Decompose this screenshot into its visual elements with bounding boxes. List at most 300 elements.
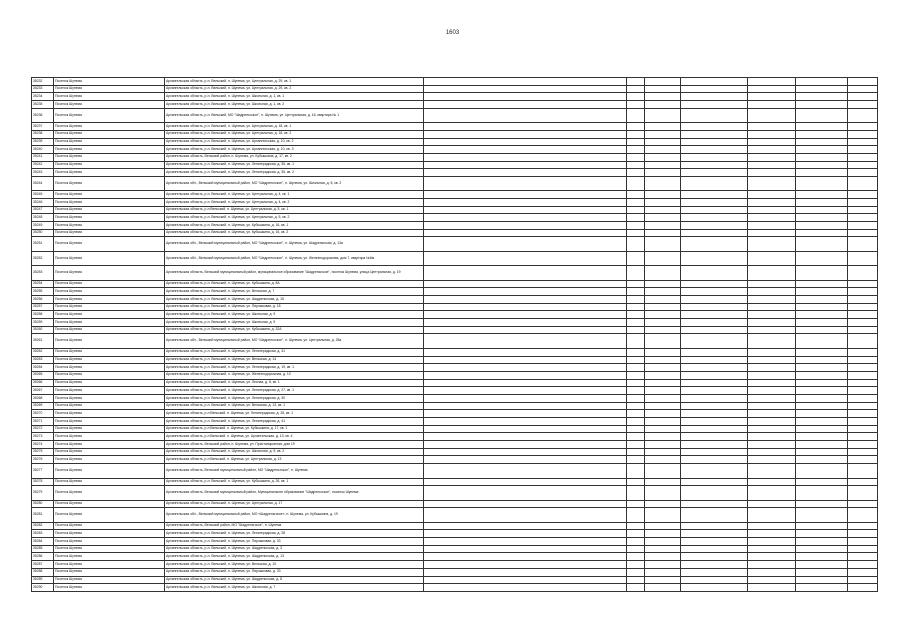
empty-cell [848, 199, 878, 207]
empty-cell [848, 153, 878, 161]
empty-cell [848, 425, 878, 433]
object-type-cell [748, 169, 796, 177]
empty-cell [848, 311, 878, 319]
row-number-cell: 35268 [32, 394, 54, 402]
short-address-cell [424, 500, 627, 508]
value-cell [796, 123, 848, 131]
empty-cell [848, 410, 878, 418]
address-cell: Архангельская область, р-н. Вельский, п. Шунема, ул. Центральная, д. 5, кв. 2 [165, 214, 424, 222]
table-row [32, 153, 878, 161]
category-code-cell [627, 266, 645, 280]
cadastral-number-cell [681, 584, 748, 592]
row-number-cell: 35283 [32, 530, 54, 538]
empty-cell [848, 138, 878, 146]
empty-cell [848, 78, 878, 86]
cadastral-number-cell [681, 448, 748, 456]
address-cell: Архангельская область, р-н. Вельский, п. Шунема, ул. Архангельская, д. 10, кв. 2 [165, 138, 424, 146]
value-cell [796, 441, 848, 449]
address-cell: Архангельская область, р-н. Вельский, п. Шунема, ул. Шадреньгская, д. 13 [165, 553, 424, 561]
table-row [32, 123, 878, 131]
short-address-cell [424, 576, 627, 584]
okof-code-cell [645, 161, 681, 169]
settlement-cell: Поселок Шунема [54, 78, 165, 86]
row-number-cell: 35246 [32, 199, 54, 207]
table-row [32, 319, 878, 327]
object-type-cell [748, 500, 796, 508]
value-cell [796, 553, 848, 561]
okof-code-cell [645, 153, 681, 161]
table-row [32, 576, 878, 584]
short-address-cell [424, 538, 627, 546]
value-cell [796, 334, 848, 348]
empty-cell [848, 206, 878, 214]
row-number-cell: 35288 [32, 568, 54, 576]
category-code-cell [627, 153, 645, 161]
value-cell [796, 464, 848, 478]
table-row [32, 410, 878, 418]
empty-cell [848, 576, 878, 584]
cadastral-number-cell [681, 138, 748, 146]
row-number-cell: 35287 [32, 561, 54, 569]
okof-code-cell [645, 319, 681, 327]
row-number-cell: 35266 [32, 379, 54, 387]
object-type-cell [748, 410, 796, 418]
settlement-cell: Поселок Шунема [54, 303, 165, 311]
value-cell [796, 85, 848, 93]
okof-code-cell [645, 237, 681, 251]
table-row [32, 402, 878, 410]
short-address-cell [424, 545, 627, 553]
object-type-cell [748, 303, 796, 311]
cadastral-number-cell [681, 288, 748, 296]
cadastral-number-cell [681, 364, 748, 372]
settlement-cell: Поселок Шунема [54, 553, 165, 561]
okof-code-cell [645, 191, 681, 199]
object-type-cell [748, 161, 796, 169]
table-row [32, 251, 878, 265]
cadastral-number-cell [681, 296, 748, 304]
value-cell [796, 486, 848, 500]
object-type-cell [748, 214, 796, 222]
empty-cell [848, 530, 878, 538]
address-cell: Архангельская область, р-н. Вельский, п. Шунема, ул. Железнодорожная, д. 10 [165, 371, 424, 379]
okof-code-cell [645, 418, 681, 426]
row-number-cell: 35250 [32, 229, 54, 237]
address-cell: Архангельская область, р-н. Вельский, п. Шунема, ул. Пирожковая, д. 33 [165, 568, 424, 576]
address-cell: Архангельская область, р-н. Вельский, п. Шунема, ул. Пирожковая, д. 33 [165, 538, 424, 546]
short-address-cell [424, 206, 627, 214]
address-cell: Архангельская обл., Вельский муниципальный район, МО "Шадреньгское", п. Шунема, ул. Шадреньгская, д. 13а [165, 237, 424, 251]
category-code-cell [627, 280, 645, 288]
address-cell: Архангельская область, р-н. Вельский, п. Шунема, ул. Школьная, д. 1, кв. 1 [165, 93, 424, 101]
settlement-cell: Поселок Шунема [54, 364, 165, 372]
value-cell [796, 78, 848, 86]
row-number-cell: 35262 [32, 348, 54, 356]
address-cell: Архангельская область, р-н. Вельский, п. Шунема, ул. Ленинградская, д. 19, кв. 1 [165, 364, 424, 372]
row-number-cell: 35255 [32, 288, 54, 296]
table-row [32, 169, 878, 177]
settlement-cell: Поселок Шунема [54, 371, 165, 379]
short-address-cell [424, 101, 627, 109]
address-cell: Архангельская область, р-н. Вельский, п. Шунема, ул. Лесная, д. 8, кв. 1 [165, 379, 424, 387]
empty-cell [848, 296, 878, 304]
cadastral-number-cell [681, 568, 748, 576]
cadastral-number-cell [681, 394, 748, 402]
cadastral-number-cell [681, 418, 748, 426]
value-cell [796, 394, 848, 402]
settlement-cell: Поселок Шунема [54, 130, 165, 138]
table-row [32, 486, 878, 500]
row-number-cell: 35257 [32, 303, 54, 311]
empty-cell [848, 538, 878, 546]
settlement-cell: Поселок Шунема [54, 356, 165, 364]
settlement-cell: Поселок Шунема [54, 326, 165, 334]
empty-cell [848, 418, 878, 426]
short-address-cell [424, 418, 627, 426]
empty-cell [848, 108, 878, 122]
category-code-cell [627, 364, 645, 372]
empty-cell [848, 214, 878, 222]
value-cell [796, 206, 848, 214]
value-cell [796, 326, 848, 334]
address-cell: Архангельская область, р-н. Вельский, п. Шунема, ул. Школьная, д. 9 [165, 311, 424, 319]
value-cell [796, 433, 848, 441]
object-type-cell [748, 78, 796, 86]
row-number-cell: 35238 [32, 130, 54, 138]
table-row [32, 206, 878, 214]
table-row [32, 478, 878, 486]
address-cell: Архангельская область, р-н Вельский, п. Шунема, ул. Кубышкина, д. 17, кв. 1 [165, 425, 424, 433]
address-cell: Архангельская область, р-н. Вельский, МО "Шадреньгское", п. Шунема, ул. Центральная, д. 16, квартира № 1 [165, 108, 424, 122]
cadastral-number-cell [681, 229, 748, 237]
category-code-cell [627, 348, 645, 356]
okof-code-cell [645, 138, 681, 146]
object-type-cell [748, 288, 796, 296]
row-number-cell: 35237 [32, 123, 54, 131]
cadastral-number-cell [681, 356, 748, 364]
address-cell: Архангельская область, р-н. Вельский, п. Шунема, ул. Ленинградская, д. 27, кв. 1 [165, 387, 424, 395]
address-cell: Архангельская область, р-н. Вельский, п. Шунема, ул. Центральная, д. 29, кв. 1 [165, 78, 424, 86]
row-number-cell: 35247 [32, 206, 54, 214]
settlement-cell: Поселок Шунема [54, 561, 165, 569]
table-row [32, 448, 878, 456]
category-code-cell [627, 319, 645, 327]
address-cell: Архангельская область, р-н. Вельский, п. Шунема, ул. Ленинградская, д. 41 [165, 418, 424, 426]
table-row [32, 93, 878, 101]
address-cell: Архангельская область, р-н. Вельский, п. Шунема, ул. Вельская, д. 13, кв. 1 [165, 402, 424, 410]
row-number-cell: 35274 [32, 441, 54, 449]
empty-cell [848, 478, 878, 486]
value-cell [796, 530, 848, 538]
settlement-cell: Поселок Шунема [54, 319, 165, 327]
okof-code-cell [645, 522, 681, 530]
category-code-cell [627, 296, 645, 304]
value-cell [796, 561, 848, 569]
category-code-cell [627, 464, 645, 478]
category-code-cell [627, 402, 645, 410]
settlement-cell: Поселок Шунема [54, 169, 165, 177]
object-type-cell [748, 425, 796, 433]
row-number-cell: 35253 [32, 266, 54, 280]
row-number-cell: 35254 [32, 280, 54, 288]
cadastral-number-cell [681, 311, 748, 319]
category-code-cell [627, 176, 645, 190]
category-code-cell [627, 418, 645, 426]
value-cell [796, 348, 848, 356]
cadastral-number-cell [681, 214, 748, 222]
object-type-cell [748, 199, 796, 207]
okof-code-cell [645, 371, 681, 379]
okof-code-cell [645, 123, 681, 131]
short-address-cell [424, 326, 627, 334]
value-cell [796, 229, 848, 237]
cadastral-number-cell [681, 146, 748, 154]
category-code-cell [627, 576, 645, 584]
okof-code-cell [645, 326, 681, 334]
category-code-cell [627, 448, 645, 456]
address-cell: Архангельская область, р-н. Вельский, п. Шунема, ул. Ленинградская, д. 41 [165, 348, 424, 356]
row-number-cell: 35234 [32, 93, 54, 101]
category-code-cell [627, 568, 645, 576]
value-cell [796, 319, 848, 327]
category-code-cell [627, 387, 645, 395]
cadastral-number-cell [681, 530, 748, 538]
address-cell: Архангельская область, Вельский муниципальный район, муниципальное образование "Шадреньгское", поселок Шунема, улица Центральная, д. 19 [165, 266, 424, 280]
okof-code-cell [645, 538, 681, 546]
category-code-cell [627, 93, 645, 101]
short-address-cell [424, 530, 627, 538]
object-type-cell [748, 553, 796, 561]
table-row [32, 553, 878, 561]
short-address-cell [424, 93, 627, 101]
category-code-cell [627, 214, 645, 222]
category-code-cell [627, 169, 645, 177]
cadastral-number-cell [681, 553, 748, 561]
empty-cell [848, 379, 878, 387]
empty-cell [848, 568, 878, 576]
cadastral-number-cell [681, 251, 748, 265]
cadastral-number-cell [681, 433, 748, 441]
object-type-cell [748, 561, 796, 569]
cadastral-number-cell [681, 153, 748, 161]
short-address-cell [424, 448, 627, 456]
empty-cell [848, 146, 878, 154]
okof-code-cell [645, 296, 681, 304]
cadastral-number-cell [681, 101, 748, 109]
property-registry-table [31, 77, 878, 592]
short-address-cell [424, 486, 627, 500]
value-cell [796, 108, 848, 122]
settlement-cell: Поселок Шунема [54, 222, 165, 230]
empty-cell [848, 464, 878, 478]
empty-cell [848, 561, 878, 569]
row-number-cell: 35279 [32, 486, 54, 500]
address-cell: Архангельская область, Вельский район, МО "Шадреньгское", п. Шунема [165, 522, 424, 530]
object-type-cell [748, 576, 796, 584]
okof-code-cell [645, 364, 681, 372]
row-number-cell: 35232 [32, 78, 54, 86]
cadastral-number-cell [681, 478, 748, 486]
short-address-cell [424, 356, 627, 364]
table-row [32, 303, 878, 311]
short-address-cell [424, 280, 627, 288]
empty-cell [848, 553, 878, 561]
table-row [32, 101, 878, 109]
settlement-cell: Поселок Шунема [54, 85, 165, 93]
settlement-cell: Поселок Шунема [54, 199, 165, 207]
value-cell [796, 237, 848, 251]
object-type-cell [748, 153, 796, 161]
empty-cell [848, 500, 878, 508]
cadastral-number-cell [681, 319, 748, 327]
value-cell [796, 379, 848, 387]
row-number-cell: 35249 [32, 222, 54, 230]
settlement-cell: Поселок Шунема [54, 568, 165, 576]
cadastral-number-cell [681, 545, 748, 553]
category-code-cell [627, 486, 645, 500]
row-number-cell: 35239 [32, 138, 54, 146]
table-row [32, 530, 878, 538]
short-address-cell [424, 214, 627, 222]
empty-cell [848, 356, 878, 364]
table-row [32, 237, 878, 251]
empty-cell [848, 222, 878, 230]
category-code-cell [627, 229, 645, 237]
value-cell [796, 500, 848, 508]
cadastral-number-cell [681, 387, 748, 395]
value-cell [796, 303, 848, 311]
row-number-cell: 35265 [32, 371, 54, 379]
settlement-cell: Поселок Шунема [54, 280, 165, 288]
settlement-cell: Поселок Шунема [54, 288, 165, 296]
category-code-cell [627, 101, 645, 109]
settlement-cell: Поселок Шунема [54, 191, 165, 199]
cadastral-number-cell [681, 222, 748, 230]
table-row [32, 326, 878, 334]
cadastral-number-cell [681, 538, 748, 546]
okof-code-cell [645, 266, 681, 280]
short-address-cell [424, 387, 627, 395]
empty-cell [848, 584, 878, 592]
okof-code-cell [645, 288, 681, 296]
short-address-cell [424, 410, 627, 418]
page-number: 1603 [445, 30, 460, 36]
object-type-cell [748, 85, 796, 93]
short-address-cell [424, 138, 627, 146]
okof-code-cell [645, 568, 681, 576]
cadastral-number-cell [681, 508, 748, 522]
category-code-cell [627, 394, 645, 402]
empty-cell [848, 303, 878, 311]
short-address-cell [424, 169, 627, 177]
short-address-cell [424, 319, 627, 327]
settlement-cell: Поселок Шунема [54, 237, 165, 251]
address-cell: Архангельская обл., Вельский муниципальный район, МО "Шадреньгское", п. Шунема, ул. Школьная, д. 5, кв. 2 [165, 176, 424, 190]
value-cell [796, 311, 848, 319]
object-type-cell [748, 229, 796, 237]
settlement-cell: Поселок Шунема [54, 486, 165, 500]
okof-code-cell [645, 108, 681, 122]
category-code-cell [627, 108, 645, 122]
category-code-cell [627, 433, 645, 441]
category-code-cell [627, 78, 645, 86]
address-cell: Архангельская обл., Вельский муниципальный район, МО "Шадреньгское", п. Шунема, ул. Железнодорожная, дом 7, квартира №6м [165, 251, 424, 265]
settlement-cell: Поселок Шунема [54, 379, 165, 387]
okof-code-cell [645, 303, 681, 311]
short-address-cell [424, 371, 627, 379]
cadastral-number-cell [681, 266, 748, 280]
table-row [32, 191, 878, 199]
row-number-cell: 35258 [32, 311, 54, 319]
cadastral-number-cell [681, 334, 748, 348]
registry-body [32, 78, 878, 592]
short-address-cell [424, 553, 627, 561]
object-type-cell [748, 508, 796, 522]
table-row [32, 348, 878, 356]
value-cell [796, 448, 848, 456]
value-cell [796, 153, 848, 161]
row-number-cell: 35270 [32, 410, 54, 418]
okof-code-cell [645, 464, 681, 478]
okof-code-cell [645, 214, 681, 222]
row-number-cell: 35264 [32, 364, 54, 372]
row-number-cell: 35267 [32, 387, 54, 395]
object-type-cell [748, 176, 796, 190]
table-row [32, 161, 878, 169]
category-code-cell [627, 130, 645, 138]
short-address-cell [424, 222, 627, 230]
cadastral-number-cell [681, 576, 748, 584]
settlement-cell: Поселок Шунема [54, 441, 165, 449]
row-number-cell: 35235 [32, 101, 54, 109]
empty-cell [848, 251, 878, 265]
table-row [32, 464, 878, 478]
address-cell: Архангельская область, р-н. Вельский, п. Шунема, ул. Архангельская, д. 10, кв. 3 [165, 146, 424, 154]
okof-code-cell [645, 433, 681, 441]
table-row [32, 508, 878, 522]
row-number-cell: 35260 [32, 326, 54, 334]
row-number-cell: 35276 [32, 456, 54, 464]
table-row [32, 280, 878, 288]
empty-cell [848, 522, 878, 530]
short-address-cell [424, 425, 627, 433]
row-number-cell: 35244 [32, 176, 54, 190]
cadastral-number-cell [681, 326, 748, 334]
object-type-cell [748, 568, 796, 576]
empty-cell [848, 176, 878, 190]
value-cell [796, 478, 848, 486]
settlement-cell: Поселок Шунема [54, 394, 165, 402]
short-address-cell [424, 130, 627, 138]
table-row [32, 522, 878, 530]
table-row [32, 334, 878, 348]
empty-cell [848, 130, 878, 138]
row-number-cell: 35233 [32, 85, 54, 93]
row-number-cell: 35280 [32, 500, 54, 508]
okof-code-cell [645, 85, 681, 93]
row-number-cell: 35282 [32, 522, 54, 530]
address-cell: Архангельская область, Вельский муниципальный район, Муниципальное образование "Шадреньгское", поселок Шунема [165, 486, 424, 500]
cadastral-number-cell [681, 161, 748, 169]
empty-cell [848, 191, 878, 199]
empty-cell [848, 402, 878, 410]
category-code-cell [627, 441, 645, 449]
table-row [32, 176, 878, 190]
table-row [32, 584, 878, 592]
empty-cell [848, 280, 878, 288]
value-cell [796, 356, 848, 364]
category-code-cell [627, 146, 645, 154]
